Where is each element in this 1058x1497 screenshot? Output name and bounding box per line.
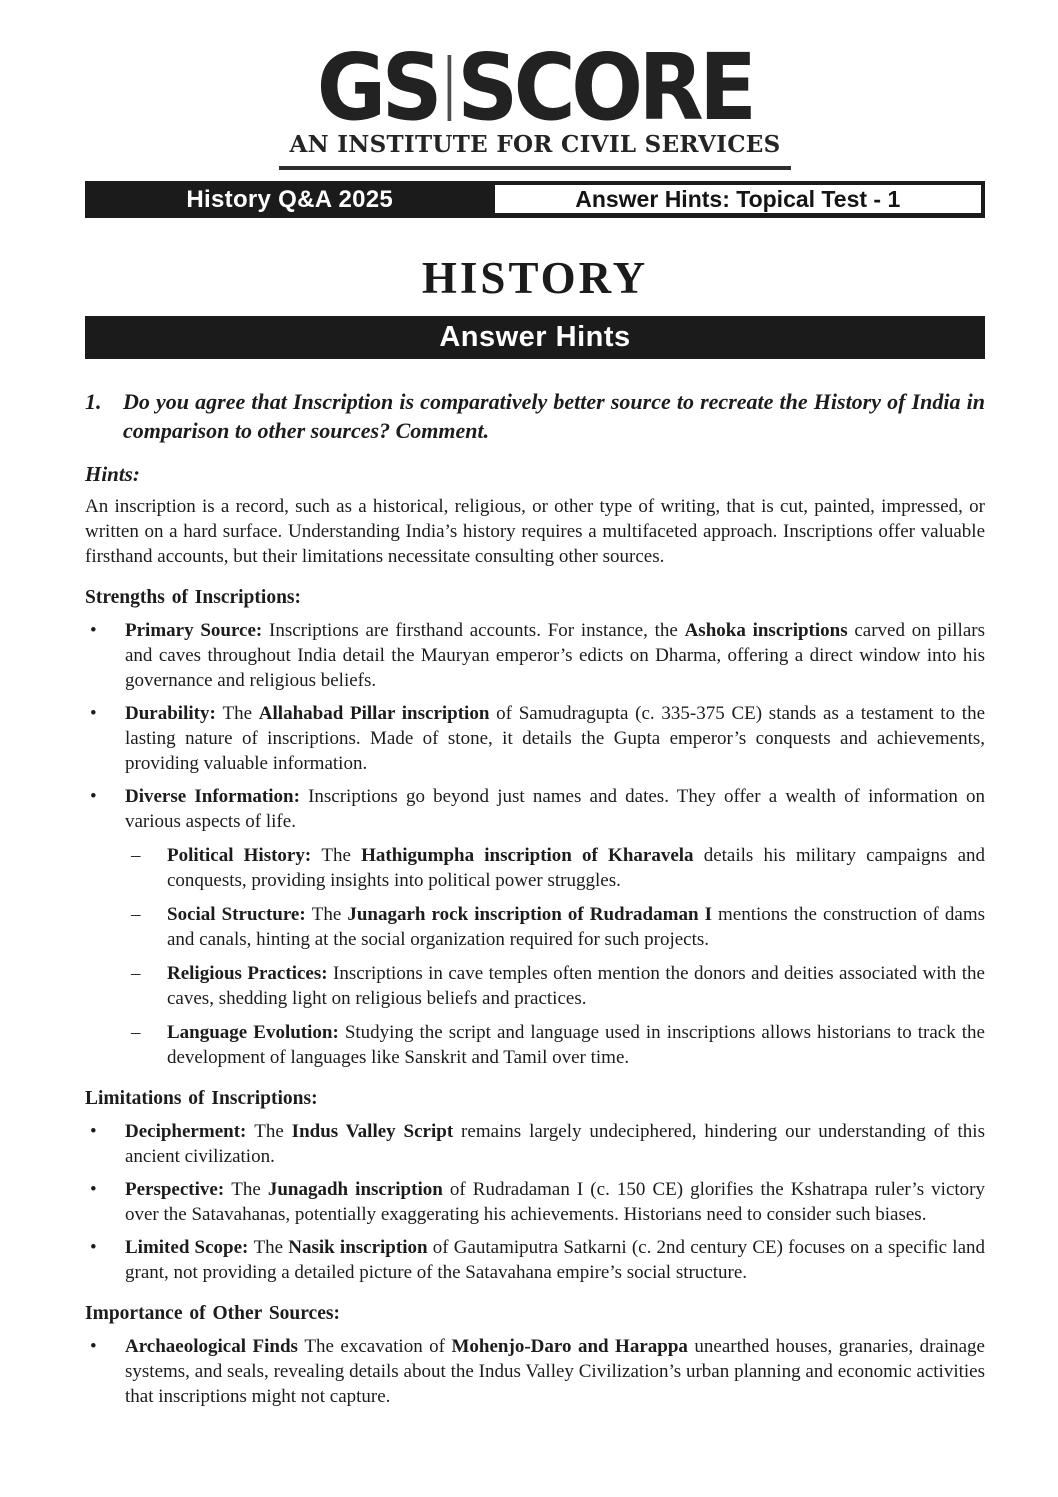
header	[85, 34, 985, 170]
bold-text-run: Junagadh inscription	[267, 1178, 443, 1200]
bold-text-run: Limited Scope:	[125, 1236, 254, 1258]
item-text	[125, 1235, 985, 1285]
logo-wordmark	[309, 34, 761, 141]
bold-text-run: Mohenjo-Daro and Harappa	[451, 1335, 688, 1357]
item-text	[125, 701, 985, 776]
question-1	[85, 387, 985, 445]
gsscore-logo	[279, 34, 790, 170]
bullet-item	[85, 1119, 985, 1169]
content-section	[85, 1301, 985, 1409]
answer-hints-banner: Answer Hints	[85, 316, 985, 359]
bold-text-run: Decipherment:	[125, 1120, 255, 1142]
text-run: The	[231, 1178, 268, 1200]
sub-bullet-item	[125, 961, 985, 1011]
item-text	[125, 784, 985, 834]
bold-text-run: Primary Source:	[125, 619, 270, 641]
topbar-right-cell	[495, 181, 986, 218]
bullet-item	[85, 1235, 985, 1285]
bullet-item	[85, 1177, 985, 1227]
bold-text-run: Diverse Information:	[125, 785, 309, 807]
bullet-marker: •	[90, 619, 97, 641]
bold-text-run: Religious Practices:	[167, 962, 333, 984]
bullet-item	[85, 618, 985, 693]
bullet-marker: •	[90, 1120, 97, 1142]
sections	[85, 585, 985, 1409]
text-run: The	[222, 702, 259, 724]
bullet-marker: •	[90, 702, 97, 724]
text-run: of Rudradaman I (c. 150 CE) glorifies the Kshatrapa ruler’s victory over the Satavahanas, potentially exaggerating his achievements. Historians need to consider such biases.	[125, 1178, 985, 1225]
section-heading: Strengths of Inscriptions:	[85, 586, 301, 608]
text-run: details his military campaigns and conquests, providing insights into political power struggles.	[167, 844, 985, 891]
text-run: The	[321, 844, 362, 866]
item-text	[125, 1177, 985, 1227]
bullet-item	[85, 784, 985, 834]
bold-text-run: Indus Valley Script	[291, 1120, 454, 1142]
text-run: Inscriptions go beyond just names and dates. They offer a wealth of information on various aspects of life.	[125, 785, 985, 832]
dash-marker: –	[131, 903, 141, 925]
topbar-test-label: Answer Hints: Topical Test - 1	[495, 185, 982, 213]
item-text	[125, 1119, 985, 1169]
logo-gs-text: GS	[317, 34, 439, 141]
sub-bullet-item	[125, 902, 985, 952]
item-text	[125, 618, 985, 693]
item-text	[125, 1334, 985, 1409]
question-number: 1.	[85, 388, 102, 414]
logo-divider-line	[448, 55, 452, 121]
intro-paragraph: An inscription is a record, such as a historical, religious, or other type of writing, that is cut, painted, impressed, or written on a hard surface. Understanding India’s history requires a multifaceted approach. Inscriptions offer valuable firsthand accounts, but their limitations necessitate consulting other sources.	[85, 495, 985, 567]
dash-marker: –	[131, 1021, 141, 1043]
text-run: of Samudragupta (c. 335-375 CE) stands as a testament to the lasting nature of inscriptions. Made of stone, it details the Gupta emperor’s conquests and achievements, providing valuable information.	[125, 702, 986, 774]
item-text	[167, 902, 985, 952]
section-heading: Importance of Other Sources:	[85, 1302, 340, 1324]
text-run: of Gautamiputra Satkarni (c. 2nd century CE) focuses on a specific land grant, not providing a detailed picture of the Satavahana empire’s social structure.	[125, 1236, 985, 1283]
sub-bullet-item	[125, 1020, 985, 1070]
bold-text-run: Allahabad Pillar inscription	[258, 702, 490, 724]
content-section	[85, 1086, 985, 1285]
text-run: The	[253, 1236, 289, 1258]
section-heading: Limitations of Inscriptions:	[85, 1087, 318, 1109]
bold-text-run: Political History:	[167, 844, 322, 866]
text-run: The excavation of	[304, 1335, 452, 1357]
bullet-marker: •	[90, 785, 97, 807]
sub-bullet-item	[125, 843, 985, 893]
dash-marker: –	[131, 962, 141, 984]
item-text	[167, 843, 985, 893]
text-run: mentions the construction of dams and canals, hinting at the social organization required for such projects.	[167, 903, 985, 950]
bold-text-run: Language Evolution:	[167, 1021, 345, 1043]
bullet-marker: •	[90, 1335, 97, 1357]
text-run: unearthed houses, granaries, drainage systems, and seals, revealing details about the Indus Valley Civilization’s urban planning and economic activities that inscriptions might not capture.	[125, 1335, 985, 1407]
bullet-item	[85, 1334, 985, 1409]
logo-score-text: SCORE	[457, 34, 753, 141]
text-run: remains largely undeciphered, hindering our understanding of this ancient civilization.	[125, 1120, 985, 1167]
dash-marker: –	[131, 844, 141, 866]
bold-text-run: Perspective:	[125, 1178, 232, 1200]
page-title: HISTORY	[421, 253, 649, 303]
bullet-marker: •	[90, 1236, 97, 1258]
item-text	[167, 961, 985, 1011]
text-run: The	[254, 1120, 292, 1142]
content-section	[85, 585, 985, 1070]
bullet-item	[85, 701, 985, 776]
text-run: The	[311, 903, 348, 925]
bold-text-run: Ashoka inscriptions	[684, 619, 848, 641]
text-run: Studying the script and language used in inscriptions allows historians to track the development of languages like Sanskrit and Tamil over time.	[167, 1021, 985, 1068]
hints-label: Hints:	[85, 461, 140, 486]
text-run: carved on pillars and caves throughout India detail the Mauryan emperor’s edicts on Dharma, offering a direct window into his governance and religious beliefs.	[125, 619, 985, 691]
logo-tagline: AN INSTITUTE FOR CIVIL SERVICES	[289, 131, 781, 158]
bold-text-run: Nasik inscription	[288, 1236, 428, 1258]
topbar	[85, 181, 985, 218]
bold-text-run: Archaeological Finds	[125, 1335, 305, 1357]
bullet-marker: •	[90, 1178, 97, 1200]
bold-text-run: Durability:	[125, 702, 223, 724]
bold-text-run: Social Structure:	[167, 903, 312, 925]
text-run: Inscriptions in cave temples often mention the donors and deities associated with the caves, shedding light on religious beliefs and practices.	[167, 962, 985, 1009]
text-run: Inscriptions are firsthand accounts. For instance, the	[269, 619, 685, 641]
bold-text-run: Junagarh rock inscription of Rudradaman I	[347, 903, 712, 925]
topbar-subject-label: History Q&A 2025	[186, 185, 394, 213]
item-text	[167, 1020, 985, 1070]
bold-text-run: Hathigumpha inscription of Kharavela	[361, 844, 694, 866]
question-text: Do you agree that Inscription is comparatively better source to recreate the History of India in comparison to other sources? Comment.	[123, 388, 985, 443]
